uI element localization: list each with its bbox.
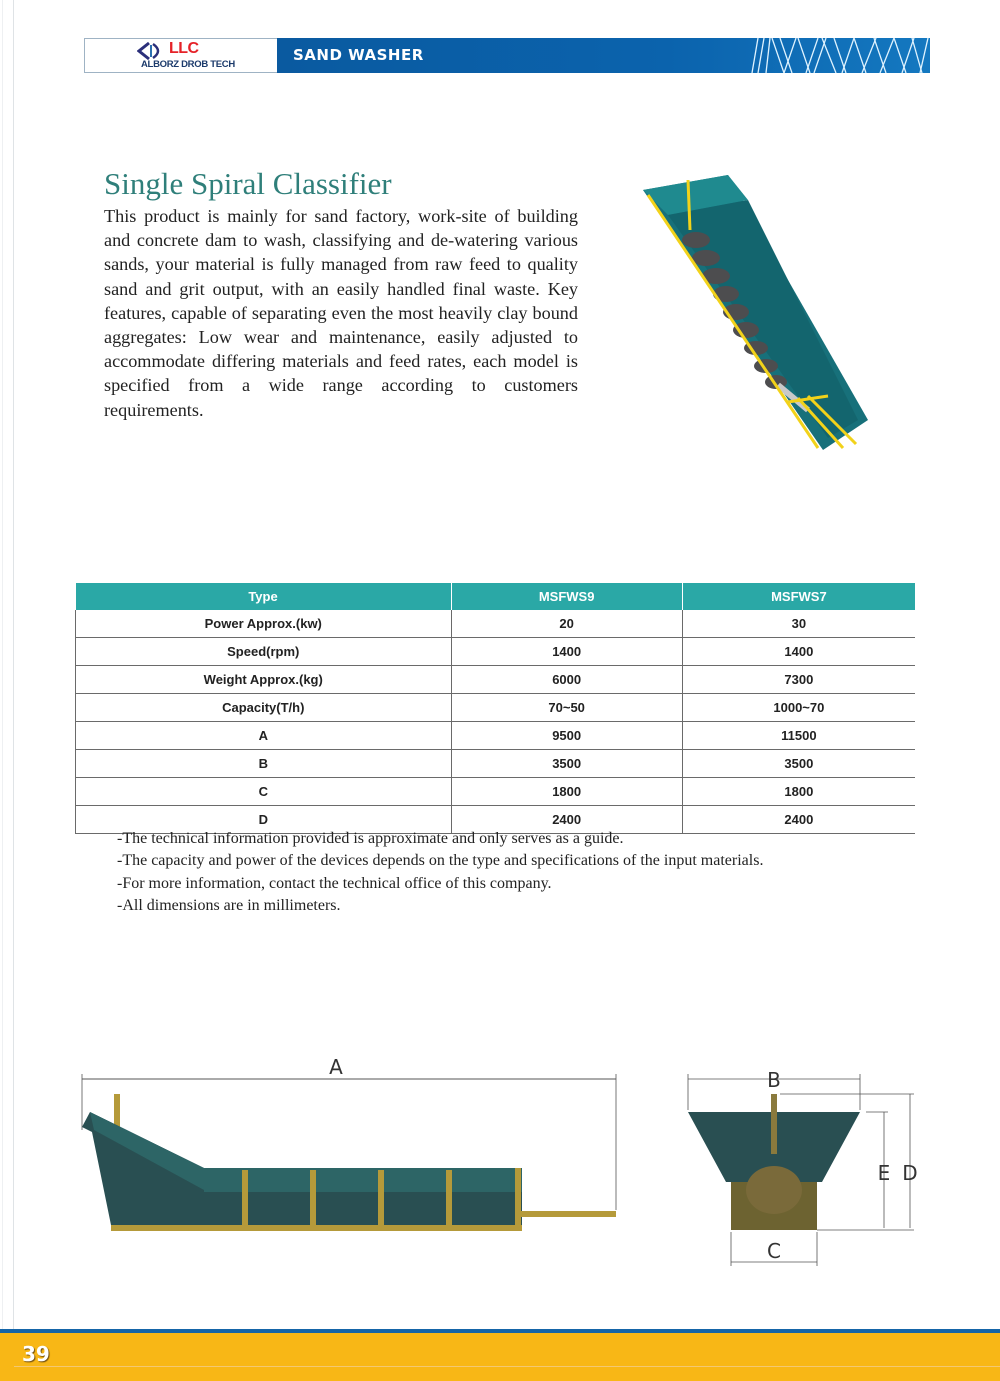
row-label: A — [76, 722, 452, 750]
row-label: Weight Approx.(kg) — [76, 666, 452, 694]
dimension-label-a: A — [329, 1055, 343, 1079]
table-cell: 3500 — [451, 750, 682, 778]
table-cell: 1800 — [682, 778, 915, 806]
page-header — [84, 38, 930, 73]
row-label: B — [76, 750, 452, 778]
table-cell: 1400 — [682, 638, 915, 666]
table-cell: 70~50 — [451, 694, 682, 722]
table-cell: 6000 — [451, 666, 682, 694]
column-header: MSFWS7 — [682, 583, 915, 610]
table-row — [76, 666, 916, 694]
note-item: -For more information, contact the technical office of this company. — [117, 874, 552, 892]
table-row — [76, 610, 916, 638]
table-cell: 3500 — [682, 750, 915, 778]
table-cell: 11500 — [682, 722, 915, 750]
logo-mark-icon — [137, 41, 167, 61]
table-cell: 30 — [682, 610, 915, 638]
row-label: Capacity(T/h) — [76, 694, 452, 722]
row-label: Speed(rpm) — [76, 638, 452, 666]
product-title: Single Spiral Classifier — [104, 166, 392, 201]
table-cell: 1000~70 — [682, 694, 915, 722]
table-cell: 2400 — [451, 806, 682, 834]
table-cell: 1800 — [451, 778, 682, 806]
header-line-pattern — [750, 38, 930, 73]
column-header: MSFWS9 — [451, 583, 682, 610]
note-item: -The capacity and power of the devices depends on the type and specifications of the input materials. — [117, 852, 764, 870]
product-description: This product is mainly for sand factory, work-site of building and concrete dam to wash, classifying and de-watering various sands, your material is fully managed from raw feed to quality sand and grit output, with an easily handled final waste. Key features, capable of separating even the most heavily clay bound aggregates: Low wear and maintenance, easily adjusted to accommodate differing materials and feed rates, each model is specified from a wide range according to customers requirements. — [104, 206, 578, 420]
header-bar — [277, 38, 930, 73]
table-header-row — [76, 583, 916, 610]
table-row — [76, 638, 916, 666]
table-row — [76, 750, 916, 778]
table-row — [76, 722, 916, 750]
column-header: Type — [76, 583, 452, 610]
side-view-drawing — [70, 1050, 630, 1250]
row-label: Power Approx.(kw) — [76, 610, 452, 638]
notes — [117, 828, 763, 917]
company-logo — [84, 38, 278, 73]
row-label: D — [76, 806, 452, 834]
table-cell: 20 — [451, 610, 682, 638]
front-view-drawing — [670, 1060, 930, 1270]
note-item: -The technical information provided is approximate and only serves as a guide. — [117, 830, 624, 847]
page-footer — [0, 1333, 1000, 1381]
row-label: C — [76, 778, 452, 806]
dimension-label-e: E — [877, 1161, 891, 1185]
note-item: -All dimensions are in millimeters. — [117, 896, 341, 914]
table-cell: 2400 — [682, 806, 915, 834]
dimension-label-b: B — [767, 1068, 781, 1092]
table-row — [76, 694, 916, 722]
logo-text: LLC — [169, 40, 199, 57]
spec-table — [75, 583, 915, 834]
table-row — [76, 778, 916, 806]
dimension-label-d: D — [902, 1161, 918, 1185]
table-cell: 1400 — [451, 638, 682, 666]
page-margin-line — [13, 0, 14, 1335]
dimension-label-c: C — [767, 1239, 781, 1263]
page-number: 39 — [22, 1342, 50, 1366]
logo-subtext: ALBORZ DROB TECH — [141, 59, 235, 70]
table-cell: 7300 — [682, 666, 915, 694]
section-title: SAND WASHER — [293, 46, 424, 64]
page-edge-line — [2, 0, 3, 1335]
footer-rule — [14, 1366, 1000, 1367]
table-cell: 9500 — [451, 722, 682, 750]
product-image — [628, 170, 878, 460]
